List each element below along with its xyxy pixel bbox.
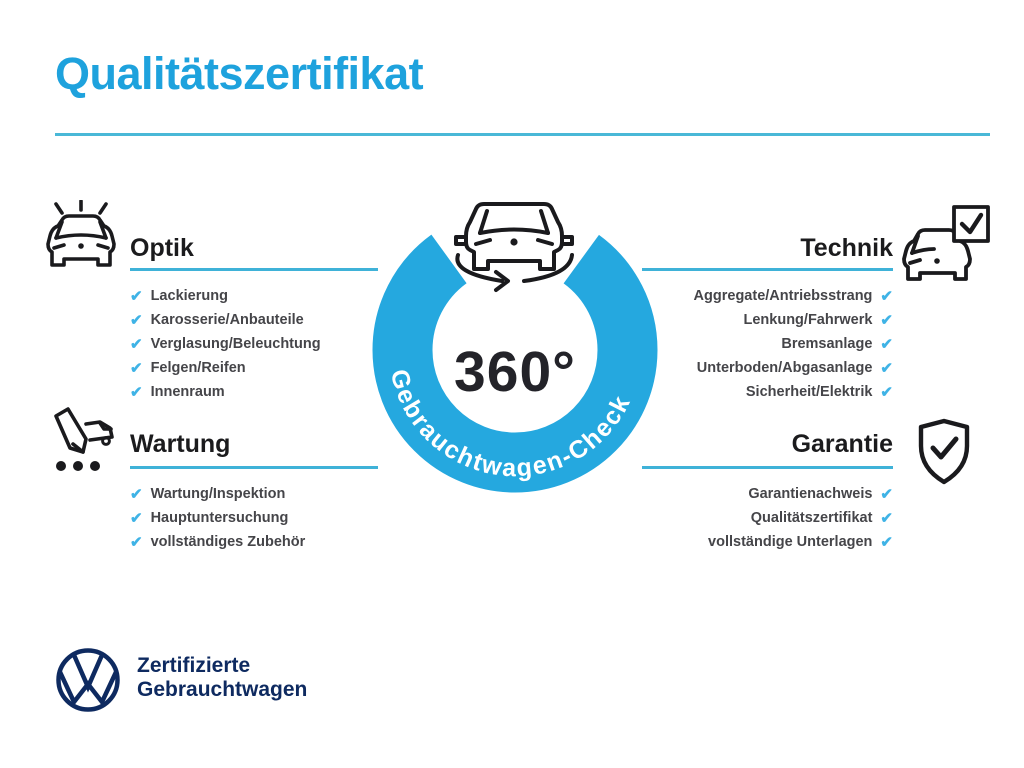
checklist-item-label: Sicherheit/Elektrik: [745, 384, 873, 400]
footer-claim-line1: Zertifizierte: [137, 654, 251, 677]
checklist-item: [781, 332, 893, 356]
checklist-item: [130, 356, 321, 380]
check-icon: ✔: [130, 287, 143, 305]
checklist-item: [130, 380, 321, 404]
footer-claim: [137, 654, 307, 702]
check-icon: ✔: [880, 311, 893, 329]
checklist-item-label: Karosserie/Anbauteile: [150, 312, 304, 328]
checklist-wartung: [130, 482, 305, 554]
checklist-item: [130, 284, 321, 308]
check-icon: ✔: [130, 383, 143, 401]
section-heading-optik: Optik: [130, 234, 194, 262]
checklist-item: [744, 308, 894, 332]
check-icon: ✔: [880, 509, 893, 527]
checklist-item-label: Bremsanlage: [781, 336, 873, 352]
checklist-item-label: Felgen/Reifen: [150, 360, 246, 376]
section-heading-wartung: Wartung: [130, 430, 231, 458]
check-icon: ✔: [130, 485, 143, 503]
vw-logo-icon: [53, 645, 123, 715]
checklist-item-label: vollständiges Zubehör: [150, 534, 306, 550]
page-title: Qualitätszertifikat: [55, 48, 424, 99]
checklist-item: [746, 380, 893, 404]
check-icon: ✔: [880, 533, 893, 551]
check-icon: ✔: [130, 311, 143, 329]
check-icon: ✔: [880, 287, 893, 305]
check-icon: ✔: [130, 335, 143, 353]
car-rotation-360-icon: [444, 191, 586, 297]
checklist-item-label: vollständige Unterlagen: [708, 534, 873, 550]
checklist-item-label: Garantienachweis: [748, 486, 873, 502]
checklist-garantie: [708, 482, 893, 554]
check-icon: ✔: [880, 485, 893, 503]
section-heading-garantie: Garantie: [791, 430, 893, 458]
checklist-item: [130, 332, 321, 356]
checklist-item-label: Verglasung/Beleuchtung: [150, 336, 321, 352]
car-shine-icon: [42, 200, 120, 270]
car-checkbox-icon: [900, 203, 992, 285]
section-heading-technik: Technik: [800, 234, 893, 262]
section-rule-technik: [642, 268, 893, 271]
shield-check-icon: [912, 416, 976, 492]
degree-label: 360°: [454, 340, 576, 404]
section-rule-garantie: [642, 466, 893, 469]
service-checklist-van-icon: [40, 404, 118, 476]
checklist-optik: [130, 284, 321, 404]
check-icon: ✔: [880, 335, 893, 353]
checklist-item-label: Wartung/Inspektion: [150, 486, 286, 502]
checklist-item: [130, 506, 305, 530]
check-icon: ✔: [130, 509, 143, 527]
check-icon: ✔: [130, 533, 143, 551]
checklist-item: [130, 530, 305, 554]
checklist-item: [697, 356, 893, 380]
checklist-item: [748, 482, 893, 506]
checklist-item-label: Hauptuntersuchung: [150, 510, 289, 526]
checklist-item-label: Innenraum: [150, 384, 225, 400]
checklist-item-label: Aggregate/Antriebsstrang: [693, 288, 873, 304]
checklist-item: [694, 284, 893, 308]
checklist-item-label: Qualitätszertifikat: [750, 510, 873, 526]
section-rule-wartung: [130, 466, 378, 469]
checklist-item: [708, 530, 893, 554]
checklist-item-label: Unterboden/Abgasanlage: [696, 360, 873, 376]
check-icon: ✔: [880, 383, 893, 401]
checklist-item: [751, 506, 893, 530]
check-icon: ✔: [880, 359, 893, 377]
checklist-item-label: Lenkung/Fahrwerk: [743, 312, 873, 328]
ring-label: Gebrauchtwagen-Check: [384, 366, 637, 483]
footer-claim-line2: Gebrauchtwagen: [137, 678, 308, 701]
checklist-item: [130, 482, 305, 506]
checklist-item-label: Lackierung: [150, 288, 228, 304]
check-icon: ✔: [130, 359, 143, 377]
title-divider: [55, 133, 990, 136]
checklist-technik: [694, 284, 893, 404]
checklist-item: [130, 308, 321, 332]
section-rule-optik: [130, 268, 378, 271]
